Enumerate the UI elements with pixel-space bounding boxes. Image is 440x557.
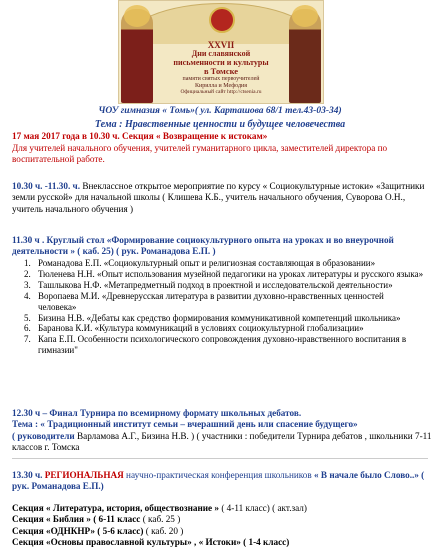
banner-line2: письменности и культуры — [173, 57, 269, 67]
banner-sub2: Кирилла и Мефодия — [194, 82, 248, 89]
talk-text: Баранова К.И. «Культура коммуникаций в условиях социокультурной глобализации» — [38, 323, 364, 334]
item4-theme: Тема : « Традиционный институт семьи – вчерашний день или спасение будущего» — [12, 419, 358, 430]
talk-number: 1. — [24, 258, 31, 268]
talk-item — [24, 323, 424, 334]
banner-line3: в Томске — [203, 66, 239, 76]
talk-number: 7. — [24, 334, 31, 345]
banner-site: Официальный сайт http://ctsenia.ru — [180, 89, 262, 95]
conference-section — [12, 514, 432, 525]
section-detail: ( 4-11 класс) ( акт.зал) — [221, 503, 307, 513]
conference-section — [12, 503, 432, 514]
item5-quote: « В начале было Слово..» ( рук. Романадова Е.П.) — [12, 470, 425, 492]
divider — [12, 458, 428, 459]
banner-number: XXVII — [207, 40, 235, 50]
item5-title: РЕГИОНАЛЬНАЯ — [44, 470, 124, 480]
talk-number: 3. — [24, 279, 31, 290]
item2 — [12, 181, 432, 215]
talk-text: Тюленева Н.Н. «Опыт использования музейной педагогики на уроках литературы и русского языка» — [38, 268, 424, 279]
talk-text: Ташлыкова Н.Ф. «Метапредметный подход в проектной и исследовательской деятельности» — [38, 279, 393, 290]
item4-heading: 12.30 ч – Финал Турнира по всемирному формату школьных дебатов. — [12, 408, 302, 418]
item4-leaders: Варламова А.Г., Бизина Н.В. ) ( участники : победители Турнира дебатов , школьники 7-11 классов г. Томска — [12, 430, 432, 453]
conference-section — [12, 526, 432, 537]
item4-lead-label: ( руководители — [12, 430, 75, 441]
item3-moderator: ( рук. Романадова Е.П. ) — [116, 246, 216, 257]
item5-time: 13.30 ч. — [12, 470, 43, 480]
section-name: Секция «Основы православной культуры» , « Истоки» ( 1-4 класс) — [12, 537, 290, 548]
banner-text — [155, 41, 287, 96]
theme-line: Тема : Нравственные ценности и будущее человечества — [94, 119, 346, 130]
section1-desc: Для учителей начального обучения, учителей гуманитарного цикла, заместителей директора по воспитательной работе. — [12, 143, 388, 165]
section-detail: ( каб. 25 ) — [142, 514, 181, 525]
saint-cyril-icon — [121, 9, 153, 103]
item2-text: Внеклассное открытое мероприятие по курсу « Социокультурные истоки» «Защитники земли русской» для начальной школы ( Клишева К.Б., учитель начального обучения, Суворова О.Н., учитель начального обучения ) — [12, 181, 425, 214]
item5 — [12, 470, 432, 493]
talk-text: Воропаева М.И. «Древнерусская литература в развитии духовно-нравственных ценностей человека» — [38, 290, 384, 312]
talk-text: Бизина Н.В. «Дебаты как средство формирования коммуникативной компетенций школьника» — [38, 312, 401, 323]
talk-item — [24, 269, 424, 280]
banner-sub1: памяти святых первоучителей — [182, 76, 260, 82]
sections-list — [12, 503, 432, 549]
talk-number: 5. — [24, 312, 31, 323]
conference-section — [12, 537, 432, 548]
medallion-icon — [209, 7, 235, 33]
talk-number: 6. — [24, 323, 31, 334]
banner-line1: Дни славянской — [191, 49, 251, 58]
event-banner — [118, 0, 324, 104]
section-name: Секция « Литература, история, обществознание » — [12, 503, 220, 513]
talk-item — [24, 258, 424, 269]
talk-number: 4. — [24, 290, 31, 301]
talk-item — [24, 291, 424, 313]
item2-time: 10.30 ч. -11.30. ч. — [12, 181, 81, 191]
item4 — [12, 408, 432, 454]
section-detail: ( каб. 20 ) — [145, 525, 184, 536]
saint-methodius-icon — [289, 9, 321, 103]
item5-rest: научно-практическая конференция школьников — [126, 470, 312, 480]
talk-item — [24, 280, 424, 291]
section1-heading: 17 мая 2017 года в 10.30 ч. Секция « Возвращение к истокам» — [12, 131, 268, 141]
talk-text: Романадова Е.П. «Социокультурный опыт и религиозная составляющая в образовании» — [38, 258, 376, 268]
talk-item — [24, 313, 424, 324]
talk-text: Капа Е.П. Особенности психологического сопровождения духовно-нравственного воспитания в гимназии" — [38, 334, 407, 356]
item3-heading — [12, 235, 432, 258]
talk-number: 2. — [24, 268, 31, 279]
section-name: Секция «ОДНКНР» ( 5-6 класс) — [12, 525, 144, 536]
talk-item — [24, 334, 424, 356]
talk-list — [24, 258, 424, 356]
item3-title: 11.30 ч . Круглый стол «Формирование социокультурного опыта на уроках и во внеурочной деятельности » ( каб. 25) — [12, 235, 394, 257]
venue-line: ЧОУ гимназия « Томь»( ул. Карташова 68/1 тел.43-03-34) — [98, 106, 342, 116]
section-name: Секция « Библия » ( 6-11 класс — [12, 514, 141, 525]
